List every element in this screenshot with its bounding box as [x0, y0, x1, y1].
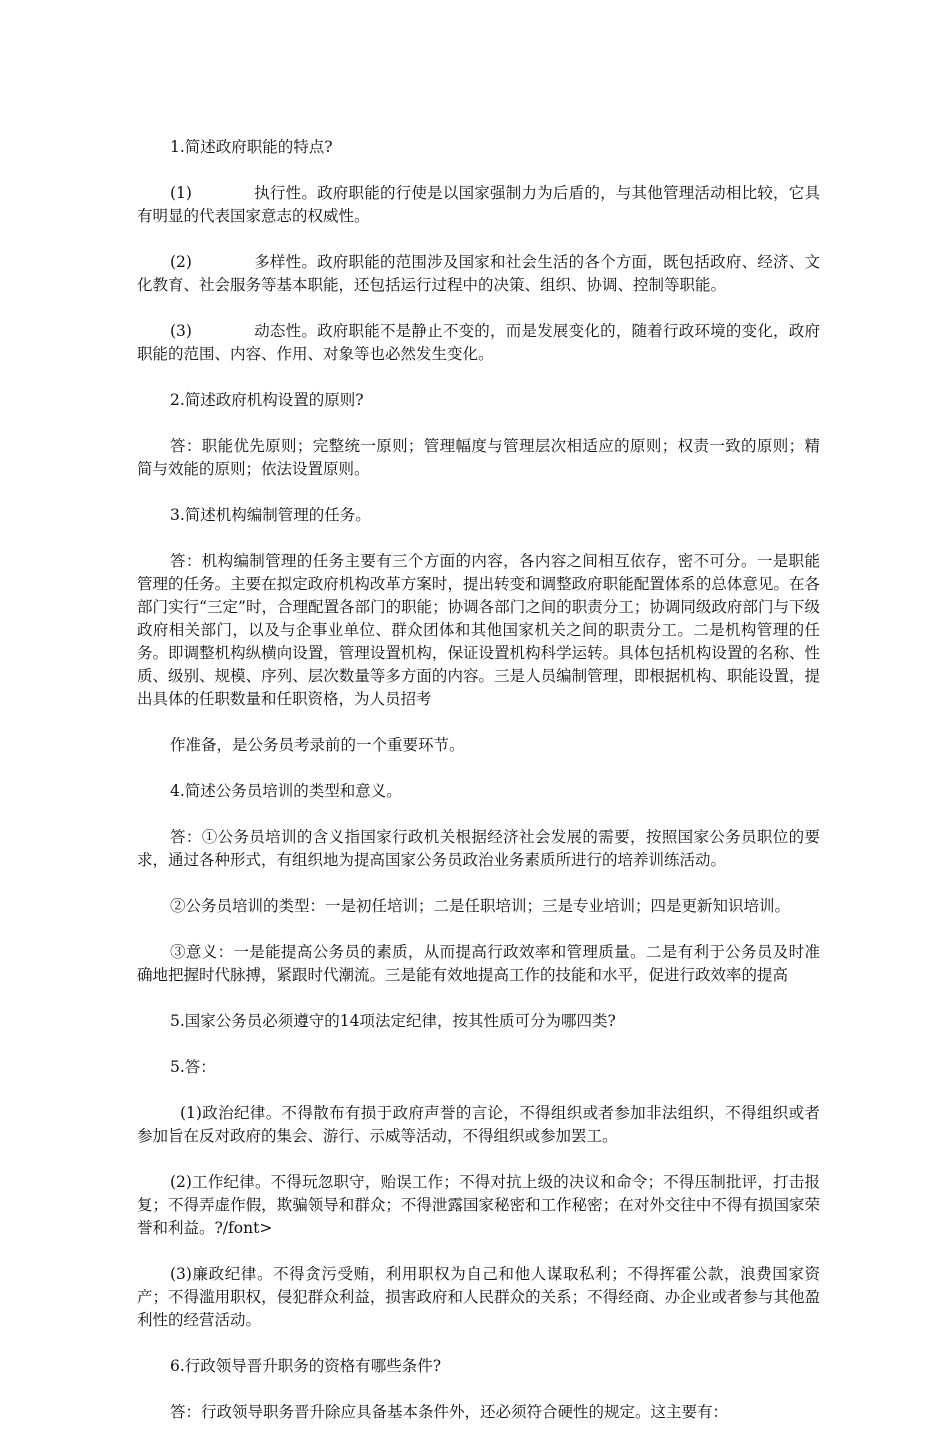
question-heading: 3.简述机构编制管理的任务。 [170, 506, 371, 524]
question-heading: 6.行政领导晋升职务的资格有哪些条件? [170, 1357, 442, 1375]
answer-item [137, 251, 820, 297]
item-text: 动态性。政府职能不是静止不变的，而是发展变化的，随着行政环境的变化，政府职能的范围、内容、作用、对象等也必然发生变化。 [137, 322, 820, 363]
answer-item [137, 182, 820, 228]
answer-item [137, 320, 820, 366]
item-number: (1) [170, 184, 192, 202]
question-heading: 2.简述政府机构设置的原则? [170, 391, 364, 409]
answer-paragraph: 答：机构编制管理的任务主要有三个方面的内容，各内容之间相互依存，密不可分。一是职能管理的任务。主要在拟定政府机构改革方案时，提出转变和调整政府职能配置体系的总体意见。在各部门实行“三定”时，合理配置各部门的职能；协调各部门之间的职责分工；协调同级政府部门与下级政府相关部门，以及与企事业单位、群众团体和其他国家机关之间的职责分工。二是机构管理的任务。即调整机构纵横向设置，管理设置机构，保证设置机构科学运转。具体包括机构设置的名称、性质、级别、规模、序列、层次数量等多方面的内容。三是人员编制管理，即根据机构、职能设置，提出具体的任职数量和任职资格，为人员招考 [137, 552, 820, 708]
answer-paragraph: 答：行政领导职务晋升除应具备基本条件外，还必须符合硬性的规定。这主要有： [170, 1403, 729, 1421]
item-text: 执行性。政府职能的行使是以国家强制力为后盾的，与其他管理活动相比较，它具有明显的代表国家意志的权威性。 [137, 184, 820, 225]
document-page [137, 136, 820, 1447]
item-number: (3) [170, 322, 192, 340]
item-number: (2) [170, 253, 192, 271]
answer-paragraph: ②公务员培训的类型：一是初任培训；二是任职培训；三是专业培训；四是更新知识培训。 [170, 897, 791, 915]
answer-item: (3)廉政纪律。不得贪污受贿，利用职权为自己和他人谋取私利；不得挥霍公款，浪费国家资产；不得滥用职权，侵犯群众利益，损害政府和人民群众的关系；不得经商、办企业或者参与其他盈利性的经营活动。 [137, 1265, 820, 1329]
question-heading: 1.简述政府职能的特点? [170, 138, 333, 156]
item-text: 多样性。政府职能的范围涉及国家和社会生活的各个方面，既包括政府、经济、文化教育、社会服务等基本职能，还包括运行过程中的决策、组织、协调、控制等职能。 [137, 253, 820, 294]
answer-paragraph: 答：①公务员培训的含义指国家行政机关根据经济社会发展的需要，按照国家公务员职位的要求，通过各种形式，有组织地为提高国家公务员政治业务素质所进行的培养训练活动。 [137, 828, 820, 869]
question-heading: 4.简述公务员培训的类型和意义。 [170, 782, 402, 800]
question-heading: 5.国家公务员必须遵守的14项法定纪律，按其性质可分为哪四类? [170, 1012, 616, 1030]
answer-label: 5.答： [170, 1058, 216, 1076]
answer-paragraph: 答：职能优先原则；完整统一原则；管理幅度与管理层次相适应的原则；权责一致的原则；精简与效能的原则；依法设置原则。 [137, 437, 820, 478]
answer-item: (1)政治纪律。不得散布有损于政府声誉的言论，不得组织或者参加非法组织，不得组织或者参加旨在反对政府的集会、游行、示威等活动，不得组织或参加罢工。 [137, 1104, 820, 1145]
answer-paragraph: 作准备，是公务员考录前的一个重要环节。 [170, 736, 465, 754]
answer-item: (2)工作纪律。不得玩忽职守，贻误工作；不得对抗上级的决议和命令；不得压制批评，打击报复；不得弄虚作假，欺骗领导和群众；不得泄露国家秘密和工作秘密；在对外交往中不得有损国家荣誉和利益。?/font> [137, 1173, 820, 1237]
answer-paragraph: ③意义：一是能提高公务员的素质，从而提高行政效率和管理质量。二是有利于公务员及时准确地把握时代脉搏，紧跟时代潮流。三是能有效地提高工作的技能和水平，促进行政效率的提高 [137, 943, 820, 984]
